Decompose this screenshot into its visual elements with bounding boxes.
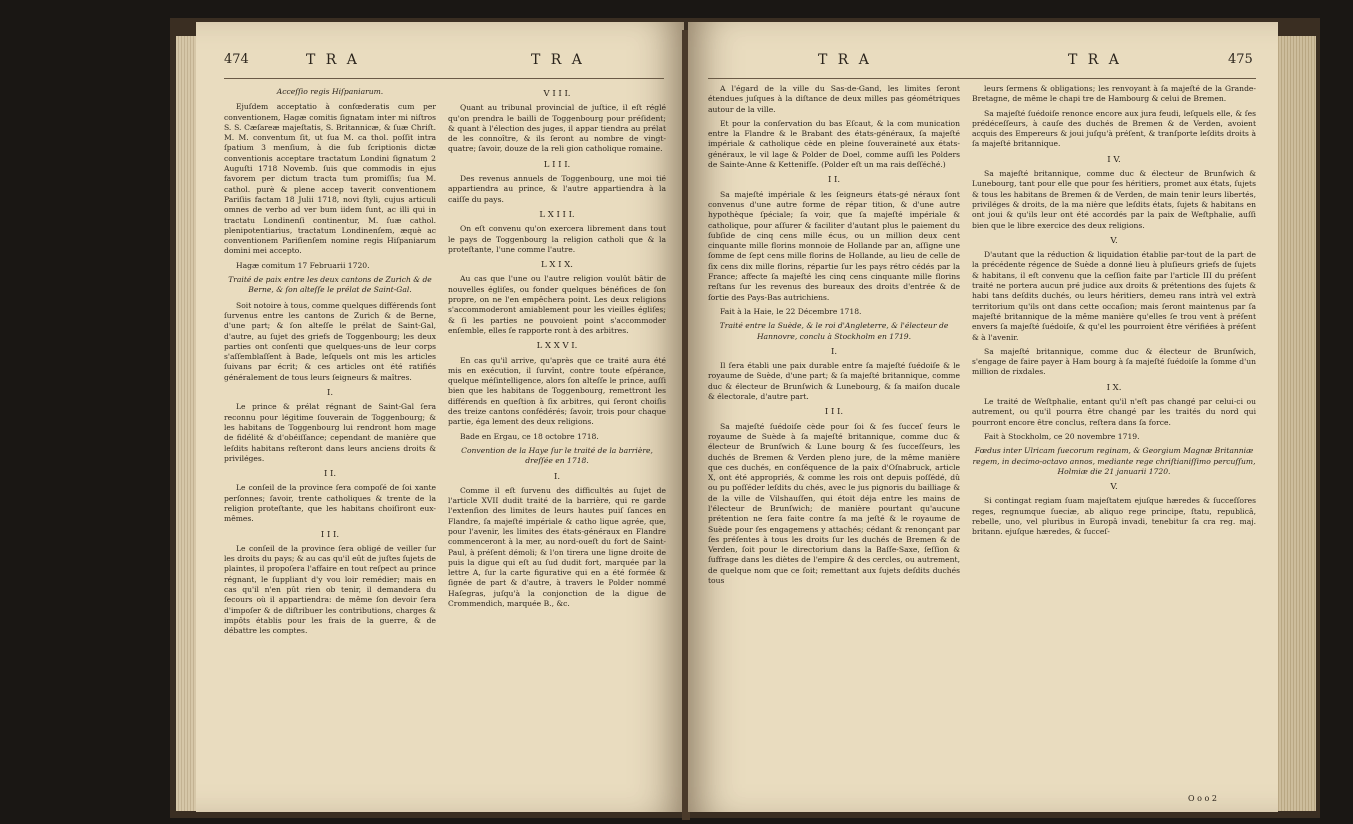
left-column-1 [224, 84, 436, 641]
article-number: L X I X. [541, 260, 573, 271]
article-number: I. [326, 388, 334, 399]
paragraph: En cas qu'il arrive, qu'après que ce traité aura été mis en exécution, il ſurvînt, contre toute eſpérance, quelque méſintelligence, alors ſon alteſſe le prince, auſſi bien que les habitans de Toggenbourg, remettront les différends en queſtion à ſix arbitres, qui ſeront choiſis des treize cantons confédérés; ſavoir, trois pour chaque partie, éga lement des deux religions. [448, 355, 666, 427]
paragraph: Quant au tribunal provincial de juſtice, il eſt réglé qu'on prendra le bailli de Toggenbourg pour préſident; & quant à l'élection des juges, il appar tiendra au prélat de les connoître, & ils ſeront au nombre de vingt-quatre; ſavoir, douze de la reli gion catholique romaine. [448, 103, 666, 154]
paragraph: leurs ſermens & obligations; les renvoyant à ſa majeſté de la Grande-Bretagne, de même le chapi tre de Hambourg & celui de Bremen. [972, 84, 1256, 104]
left-running-header-col1: T R A [306, 52, 360, 68]
paragraph: On eſt convenu qu'on exercera librement dans tout le pays de Toggenbourg la religion catholi que & la proteſtante, l'une comme l'autre. [448, 224, 666, 254]
treaty-title: Traité entre la Suède, & le roi d'Angleterre, & l'électeur de Hannovre, conclu à Stockholm en 1719. [719, 321, 949, 341]
article-number: I. [830, 346, 838, 357]
right-page [688, 22, 1278, 812]
paragraph: Ejuſdem acceptatio à confœderatis cum per conventionem, Hagæ comitis ſignatam inter mi niſtros S. S. Cæſareæ majeſtatis, S. Britannicæ, & ſuæ Chriſt. M. M. conventum ſit, ut ſua M. ca thol. poſſit intra ſpatium 3 menſium, à die ſub ſcriptionis dictæ conventionis acceptare tractatum Londini ſignatum 2 Auguſti 1718 Novemb. ſuis que commodis in ejus favorem per dictum tracta tum promiſſis; ſua M. cathol. purè & plene accep taverit conventionem Pariſiis factam 18 Julii 1718, novi ſtyli, cujus articuli omnes de verbo ad ver bum iidem ſunt, ac illi qui in tractatu Londinenſi continentur, M. ſuæ cathol. plenipotentiarius, tractatum Londinenſem, æquè ac conventionem Pariſienſem nomine regis Hiſpaniarum domini mei accepto. [224, 102, 436, 256]
paragraph: Il ſera établi une paix durable entre ſa majeſté ſuédoiſe & le royaume de Suède, d'une part; & ſa majeſté britannique, comme duc & électeur de Brunſwich & Lunebourg, & ſa maiſon ducale & électorale, d'autre part. [708, 361, 960, 402]
paragraph: Le prince & prélat régnant de Saint-Gal ſera reconnu pour légitime ſouverain de Toggenbourg; & les habitans de Toggenbourg lui rendront hom mage de fidélité & d'obéiſſance; cependant de manière que leſdits habitans reſteront dans leurs anciens droits & priviléges. [224, 402, 436, 463]
paragraph: Le conſeil de la province ſera compoſé de ſoi xante perſonnes; ſavoir, trente catholiques & trente de la religion proteſtante, que les habitans choiſiront eux-mêmes. [224, 483, 436, 524]
paragraph: Sa majeſté impériale & les ſeigneurs états-gé néraux ſont convenus d'une autre forme de répar tition, & d'une autre hypothèque ſpéciale; ſa voir, que ſa majeſté impériale & catholique, pour aſſurer & faciliter d'autant plus le paiement du ſubſide de cinq cens mille écus, ou un million deux cent cinquante mille florins monnoie de Hollande par an, aſſigne une ſomme de ſept cens mille florins de Hollande, au lieu de celle de ſix cens dix mille florins, répartie ſur les pays rétro cédés par la France; affecte ſa majeſté les cinq cens cinquante mille florins reſtans ſur les revenus des bureaux des droits d'entrée & de ſortie des Pays-Bas autrichiens. [708, 189, 960, 302]
paragraph: D'autant que la réduction & liquidation établie par-tout de la part de la précédente régence de Suède a donné lieu à pluſieurs griefs de ſujets & habitans, il eſt convenu que la ceſſion faite par l'article III du préſent traité ne portera aucun pré judice aux droits & prétentions des ſujets & habi tans deſdits duchés, ou leurs héritiers, demeu rans intrà vel extrà territorium qu'ils ont dans cette occaſion; mais ſeront maintenus par ſa majeſté britannique de la même manière qu'elles ſe trou vent à préſent envers ſa majeſté ſuédoiſe, & qu'el les pourroient être vérifiées à préſent & à l'avenir. [972, 250, 1256, 342]
paragraph: Sa majeſté ſuédoiſe renonce encore aux jura feudi, leſquels elle, & ſes prédéceſſeurs, à cauſe des duchés de Bremen & de Verden, avoient acquis des Empereurs & joui juſqu'à préſent, & tranſporte leſdits droits à ſa majeſté britannique. [972, 108, 1256, 149]
page-edges-left [176, 36, 198, 811]
paragraph: Fait à la Haie, le 22 Décembre 1718. [720, 306, 862, 316]
right-column-2 [972, 84, 1256, 542]
header-rule [708, 78, 1256, 79]
article-number: V. [1110, 482, 1118, 493]
paragraph: Fait à Stockholm, ce 20 novembre 1719. [984, 431, 1140, 441]
paragraph: Le conſeil de la province ſera obligé de veiller ſur les droits du pays; & au cas qu'il eût de juſtes ſujets de plaintes, il propoſera l'affaire en tout reſpect au prince régnant, le ſuppliant d'y vou loir remédier; mais en cas qu'il n'en pût rien ob tenir, il demandera du ſecours où il appartiendra: de même ſon devoir ſera d'impoſer & de diſtribuer les contributions, charges & impôts établis pour les frais de la guerre, & de débattre les comptes. [224, 543, 436, 636]
article-number: V. [1110, 235, 1118, 246]
article-number: L I I I. [543, 159, 571, 170]
paragraph: Soit notoire à tous, comme quelques différends ſont ſurvenus entre les cantons de Zurich & de Berne, d'une part; & ſon alteſſe le prélat de Saint-Gal, d'autre, au ſujet des griefs de Toggenbourg; les deux parties ont conſenti que quelques-uns de leur corps s'aſſemblaſſent à Bade, leſquels ont mis les articles ſuivans par écrit; & ces articles ont été ratifiés généralement de tous leurs ſeigneurs & maîtres. [224, 300, 436, 382]
left-column-2 [448, 84, 666, 613]
left-running-header-col2: T R A [531, 52, 585, 68]
right-running-header-col1: T R A [818, 52, 872, 68]
paragraph: Des revenus annuels de Toggenbourg, une moi tié appartiendra au prince, & l'autre appartiendra à la caiſſe du pays. [448, 174, 666, 204]
right-running-header-col2: T R A [1068, 52, 1122, 68]
treaty-title: Fœdus inter Ulricam ſuecorum reginam, & Georgium Magnæ Britanniæ regem, in decimo-octavo annos, mediante rege chriſtianiſſimo percuſſum, Holmiæ die 21 januarii 1720. [972, 446, 1256, 476]
paragraph: Sa majeſté britannique, comme duc & électeur de Brunſwich, s'engage de faire payer à Ham bourg à ſa majeſté ſuédoiſe la ſomme d'un million de rixdales. [972, 346, 1256, 377]
paragraph: Et pour la conſervation du bas Eſcaut, & la com munication entre la Flandre & le Brabant des états-généraux, ſa majeſté impériale & catholique cède en pleine ſouveraineté aux états-généraux, le vil lage & Polder de Doel, comme auſſi les Polders de Sainte-Anne & Kettenifſe. (Polder eſt un ma rais deſſéché.) [708, 118, 960, 170]
article-number: I I. [827, 175, 841, 186]
paragraph: Sa majeſté britannique, comme duc & électeur de Brunſwich & Lunebourg, tant pour elle que pour ſes héritiers, promet aux états, ſujets & tous les habitans de Bremen & de Verden, de main tenir leurs libertés, priviléges & droits, de la ma nière que leſdits états, ſujets & habitans en ont joui & qu'ils leur ont été accordés par la paix de Weſtphalie, auſſi bien que le libre exercice des deux religions. [972, 169, 1256, 230]
paragraph: Comme il eſt ſurvenu des difficultés au ſujet de l'article XVII dudit traité de la barrière, qui re garde l'extenſion des limites de leurs hautes puiſ ſances en Flandre, ſa majeſté impériale & catho lique agrée, que, pour l'avenir, les limites des états-généraux en Flandre commenceront à la mer, au nord-oueſt du fort de Saint-Paul, à préſent démoli; & l'on tirera une ligne droite de puis la digue qui eſt au ſud dudit fort, marquée par la lettre A, ſur la carte figurative qui en a été formée & ſignée de part & d'autre, à travers le Polder nommé Haſegras, juſqu'à la conjonction de la digue de Crommendich, marquée B., &c. [448, 485, 666, 609]
treaty-title: Traité de paix entre les deux cantons de Zurich & de Berne, & ſon alteſſe le prélat de Saint-Gal. [228, 275, 432, 295]
left-page-number: 474 [224, 52, 249, 67]
header-rule [224, 78, 664, 79]
article-number: I V. [1107, 154, 1121, 165]
article-number: I. [553, 471, 561, 482]
paragraph: Si contingat regiam ſuam majeſtatem ejuſque hæredes & ſucceſſores reges, regnumque ſueciæ, ab aliquo rege principe, ſtatu, republicâ, rebelle, uno, vel pluribus in Europâ invadi, tenebitur ſa cra reg. maj. britann. ejuſque hæredes, & ſucceſ- [972, 496, 1256, 537]
article-number: L X I I I. [539, 209, 575, 220]
right-column-1 [708, 84, 960, 590]
paragraph: Le traité de Weſtphalie, entant qu'il n'eſt pas changé par celui-ci ou autrement, ou qu'il pourra être changé par les traités du nord qui pourront encore être conclus, reſtera dans ſa force. [972, 397, 1256, 427]
article-number: I I I. [320, 529, 340, 540]
right-page-number: 475 [1228, 52, 1253, 67]
treaty-title: Convention de la Haye ſur le traité de la barrière, dreſſée en 1718. [461, 445, 653, 466]
paragraph: A l'égard de la ville du Sas-de-Gand, les limites ſeront étendues juſques à la diſtance de deux milles pas géométriques autour de la ville. [708, 84, 960, 114]
article-number: I I I. [824, 407, 844, 418]
paragraph: Au cas que l'une ou l'autre religion voulût bâtir de nouvelles égliſes, ou fonder quelques bénéfices de ſon propre, on ne l'en empêchera point. Les deux religions s'accommoderont amiablement pour les vieilles égliſes; & ſi les parties ne pouvoient point s'accommoder enſemble, elles ſe rapporte ront à des arbitres. [448, 274, 666, 335]
paragraph: Bade en Ergau, ce 18 octobre 1718. [460, 431, 599, 441]
article-number: V I I I. [543, 89, 571, 99]
article-number: I X. [1106, 382, 1122, 393]
treaty-title: Acceſſio regis Hiſpaniarum. [276, 87, 384, 96]
page-edges-right [1276, 36, 1316, 811]
article-number: L X X V I. [536, 341, 578, 352]
paragraph: Sa majeſté ſuédoiſe cède pour ſoi & ſes ſucceſ ſeurs le royaume de Suède à ſa majeſté britannique, comme duc & électeur de Brunſwich & Lune bourg & ſes ſucceſſeurs, les duchés de Bremen & Verden pleno jure, de la même manière que ces duchés, en conſéquence de la paix d'Oſnabruck, article X, ont été appropriés, & comme les rois ont depuis poſſédé, dû ou pu poſſéder leſdits du chés, avec le jus pignoris du bailliage & de la ville de Vilshauſſen, qui étoit déja entre les mains de l'électeur de Brunſwich; de manière pourtant qu'aucune prétention ne ſera faite contre ſa ma jeſté & le royaume de Suède pour ſes engagemens y attachés; cédant & renonçant par ſes préſentes à tous les droits ſur les duchés de Bremen & de Verden, ſoit pour le directorium dans la Baſſe-Saxe, ſeſſion & ſuffrage dans les diètes de l'empire & des cercles, ou autrement, de quelque nom que ce ſoit; remettant aux ſujets deſdits duchés tous [708, 421, 960, 586]
left-page [196, 22, 684, 812]
paragraph: Hagæ comitum 17 Februarii 1720. [236, 260, 370, 270]
article-number: I I. [323, 469, 337, 480]
catchword: O o o 2 [1188, 794, 1217, 803]
